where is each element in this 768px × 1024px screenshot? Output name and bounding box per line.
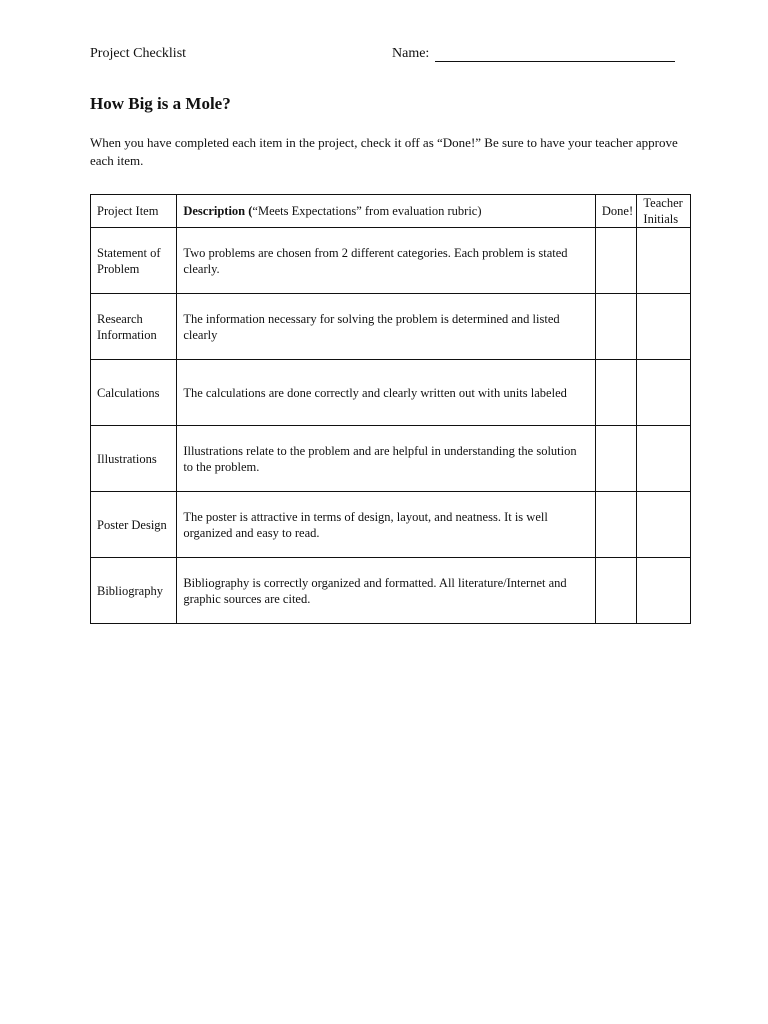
row-done-cell[interactable] (595, 360, 637, 426)
intro-paragraph: When you have completed each item in the project, check it off as “Done!” Be sure to have your teacher approve each item. (90, 135, 678, 168)
name-blank-line[interactable] (435, 47, 675, 62)
row-description: Illustrations relate to the problem and are helpful in understanding the solution to the problem. (177, 426, 596, 492)
table-row (91, 360, 691, 426)
table-row (91, 294, 691, 360)
name-label: Name: (392, 46, 430, 61)
header-description-rest: “Meets Expectations” from evaluation rubric) (252, 204, 482, 218)
header-name-area (392, 46, 675, 62)
table-header-row (91, 195, 691, 228)
row-done-cell[interactable] (595, 294, 637, 360)
row-initials-cell[interactable] (637, 492, 691, 558)
header-project-checklist: Project Checklist (90, 46, 187, 61)
row-initials-cell[interactable] (637, 228, 691, 294)
row-done-cell[interactable] (595, 426, 637, 492)
row-description: The information necessary for solving the problem is determined and listed clearly (177, 294, 596, 360)
row-initials-cell[interactable] (637, 294, 691, 360)
row-item: Illustrations (91, 426, 177, 492)
row-item: Statement of Problem (91, 228, 177, 294)
row-initials-cell[interactable] (637, 558, 691, 624)
header-done: Done! (595, 195, 637, 228)
header-description (177, 195, 596, 228)
table-row (91, 228, 691, 294)
table-row (91, 426, 691, 492)
row-item: Bibliography (91, 558, 177, 624)
row-item: Calculations (91, 360, 177, 426)
row-description: The calculations are done correctly and clearly written out with units labeled (177, 360, 596, 426)
row-initials-cell[interactable] (637, 360, 691, 426)
row-item: Poster Design (91, 492, 177, 558)
row-description: The poster is attractive in terms of design, layout, and neatness. It is well organized and easy to read. (177, 492, 596, 558)
project-checklist-table (90, 194, 691, 624)
row-done-cell[interactable] (595, 558, 637, 624)
row-done-cell[interactable] (595, 228, 637, 294)
row-description: Two problems are chosen from 2 different categories. Each problem is stated clearly. (177, 228, 596, 294)
row-done-cell[interactable] (595, 492, 637, 558)
header-description-bold: Description ( (183, 204, 253, 218)
table-row (91, 558, 691, 624)
table-row (91, 492, 691, 558)
document-title: How Big is a Mole? (90, 94, 231, 113)
row-initials-cell[interactable] (637, 426, 691, 492)
row-description: Bibliography is correctly organized and formatted. All literature/Internet and graphic sources are cited. (177, 558, 596, 624)
row-item: Research Information (91, 294, 177, 360)
header-project-item: Project Item (91, 195, 177, 228)
header-teacher-initials: Teacher Initials (637, 195, 691, 228)
